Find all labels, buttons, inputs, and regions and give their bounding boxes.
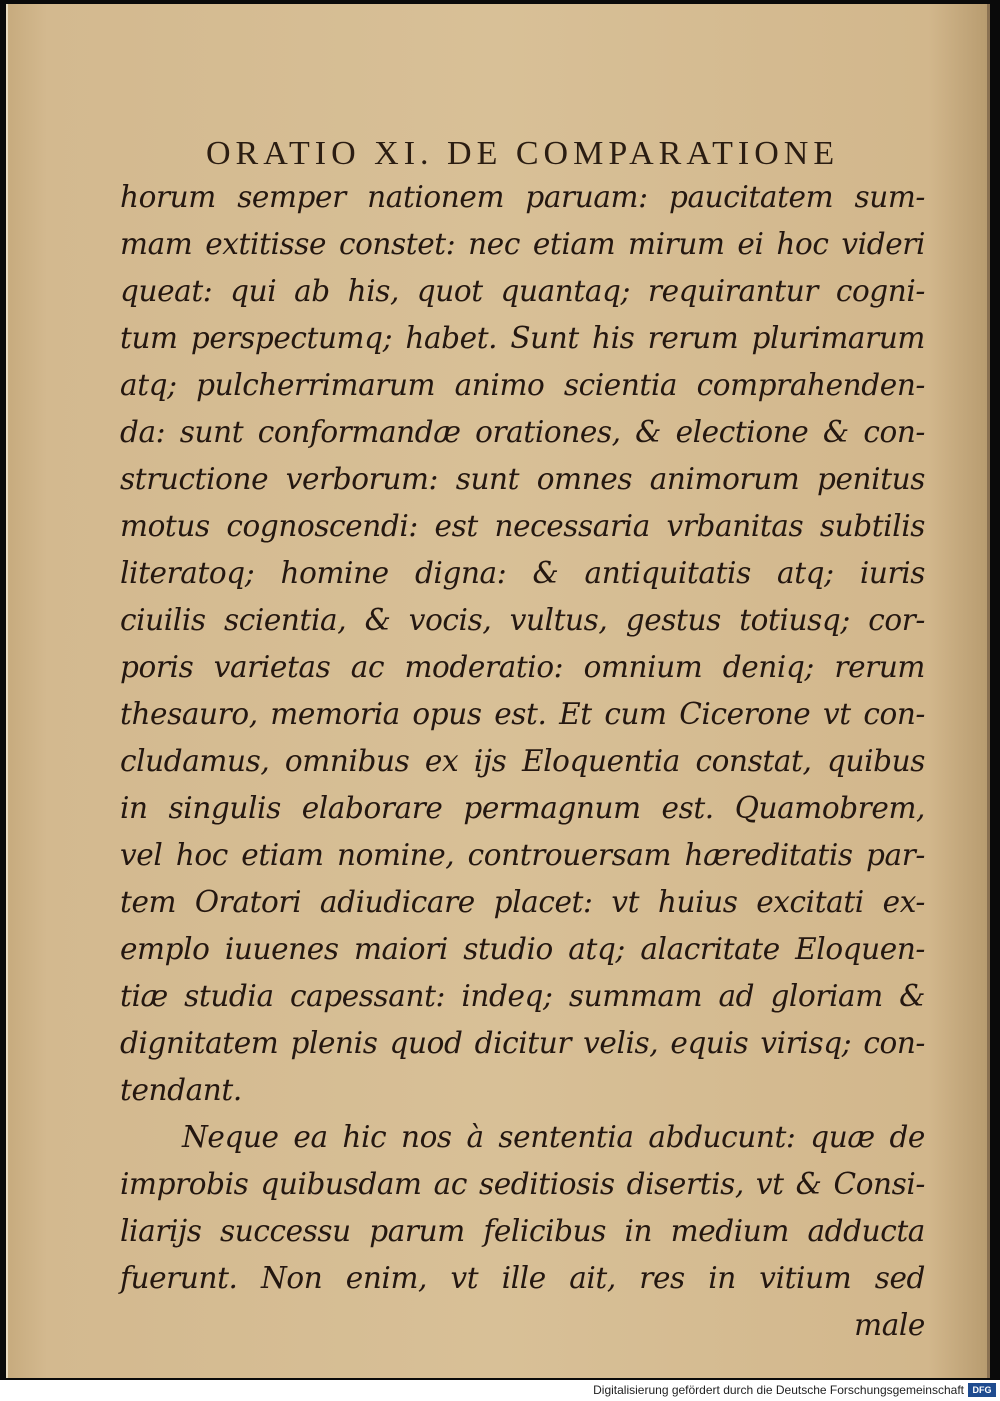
text-line: dignitatem plenis quod dicitur velis, equis virisq; con- (120, 1026, 925, 1060)
running-head: ORATIO XI. DE COMPARATIONE (206, 135, 840, 172)
text-line: structione verborum: sunt omnes animorum penitus (120, 462, 925, 496)
text-line: fuerunt. Non enim, vt ille ait, res in vitium sed (120, 1261, 925, 1295)
text-line: tem Oratori adiudicare placet: vt huius excitati ex- (120, 885, 925, 919)
text-line: emplo iuuenes maiori studio atq; alacritate Eloquen- (120, 932, 925, 966)
funding-credit: Digitalisierung gefördert durch die Deutsche Forschungsgemeinschaft (593, 1383, 964, 1397)
text-line: tum perspectumq; habet. Sunt his rerum plurimarum (120, 321, 925, 355)
dfg-logo-icon: DFG (968, 1383, 996, 1397)
text-line: atq; pulcherrimarum animo scientia comprahenden- (120, 368, 925, 402)
text-line: poris varietas ac moderatio: omnium deniq; rerum (120, 650, 925, 684)
paragraph-end-line: tendant. (120, 1073, 242, 1107)
text-line: cludamus, omnibus ex ijs Eloquentia constat, quibus (120, 744, 925, 778)
text-line: thesauro, memoria opus est. Et cum Cicerone vt con- (120, 697, 925, 731)
catchword: male (854, 1308, 925, 1342)
text-line: improbis quibusdam ac seditiosis disertis, vt & Consi- (120, 1167, 925, 1201)
text-line: queat: qui ab his, quot quantaq; requirantur cogni- (120, 274, 925, 308)
text-line: liarijs successu parum felicibus in medium adducta (120, 1214, 925, 1248)
page-body-text (120, 174, 925, 1349)
book-page (6, 4, 990, 1378)
text-line: vel hoc etiam nomine, controuersam hæreditatis par- (120, 838, 925, 872)
text-line: tiæ studia capessant: indeq; summam ad gloriam & (120, 979, 925, 1013)
digitization-footer (0, 1380, 1000, 1401)
text-line: in singulis elaborare permagnum est. Quamobrem, (120, 791, 925, 825)
text-line: mam extitisse constet: nec etiam mirum ei hoc videri (120, 227, 925, 261)
paragraph-start-line: Neque ea hic nos à sententia abducunt: quæ de (182, 1120, 925, 1154)
text-line: motus cognoscendi: est necessaria vrbanitas subtilis (120, 509, 925, 543)
text-line: literatoq; homine digna: & antiquitatis atq; iuris (120, 556, 925, 590)
text-line: ciuilis scientia, & vocis, vultus, gestus totiusq; cor- (120, 603, 925, 637)
text-line: horum semper nationem paruam: paucitatem sum- (120, 180, 925, 214)
text-line: da: sunt conformandæ orationes, & electione & con- (120, 415, 925, 449)
